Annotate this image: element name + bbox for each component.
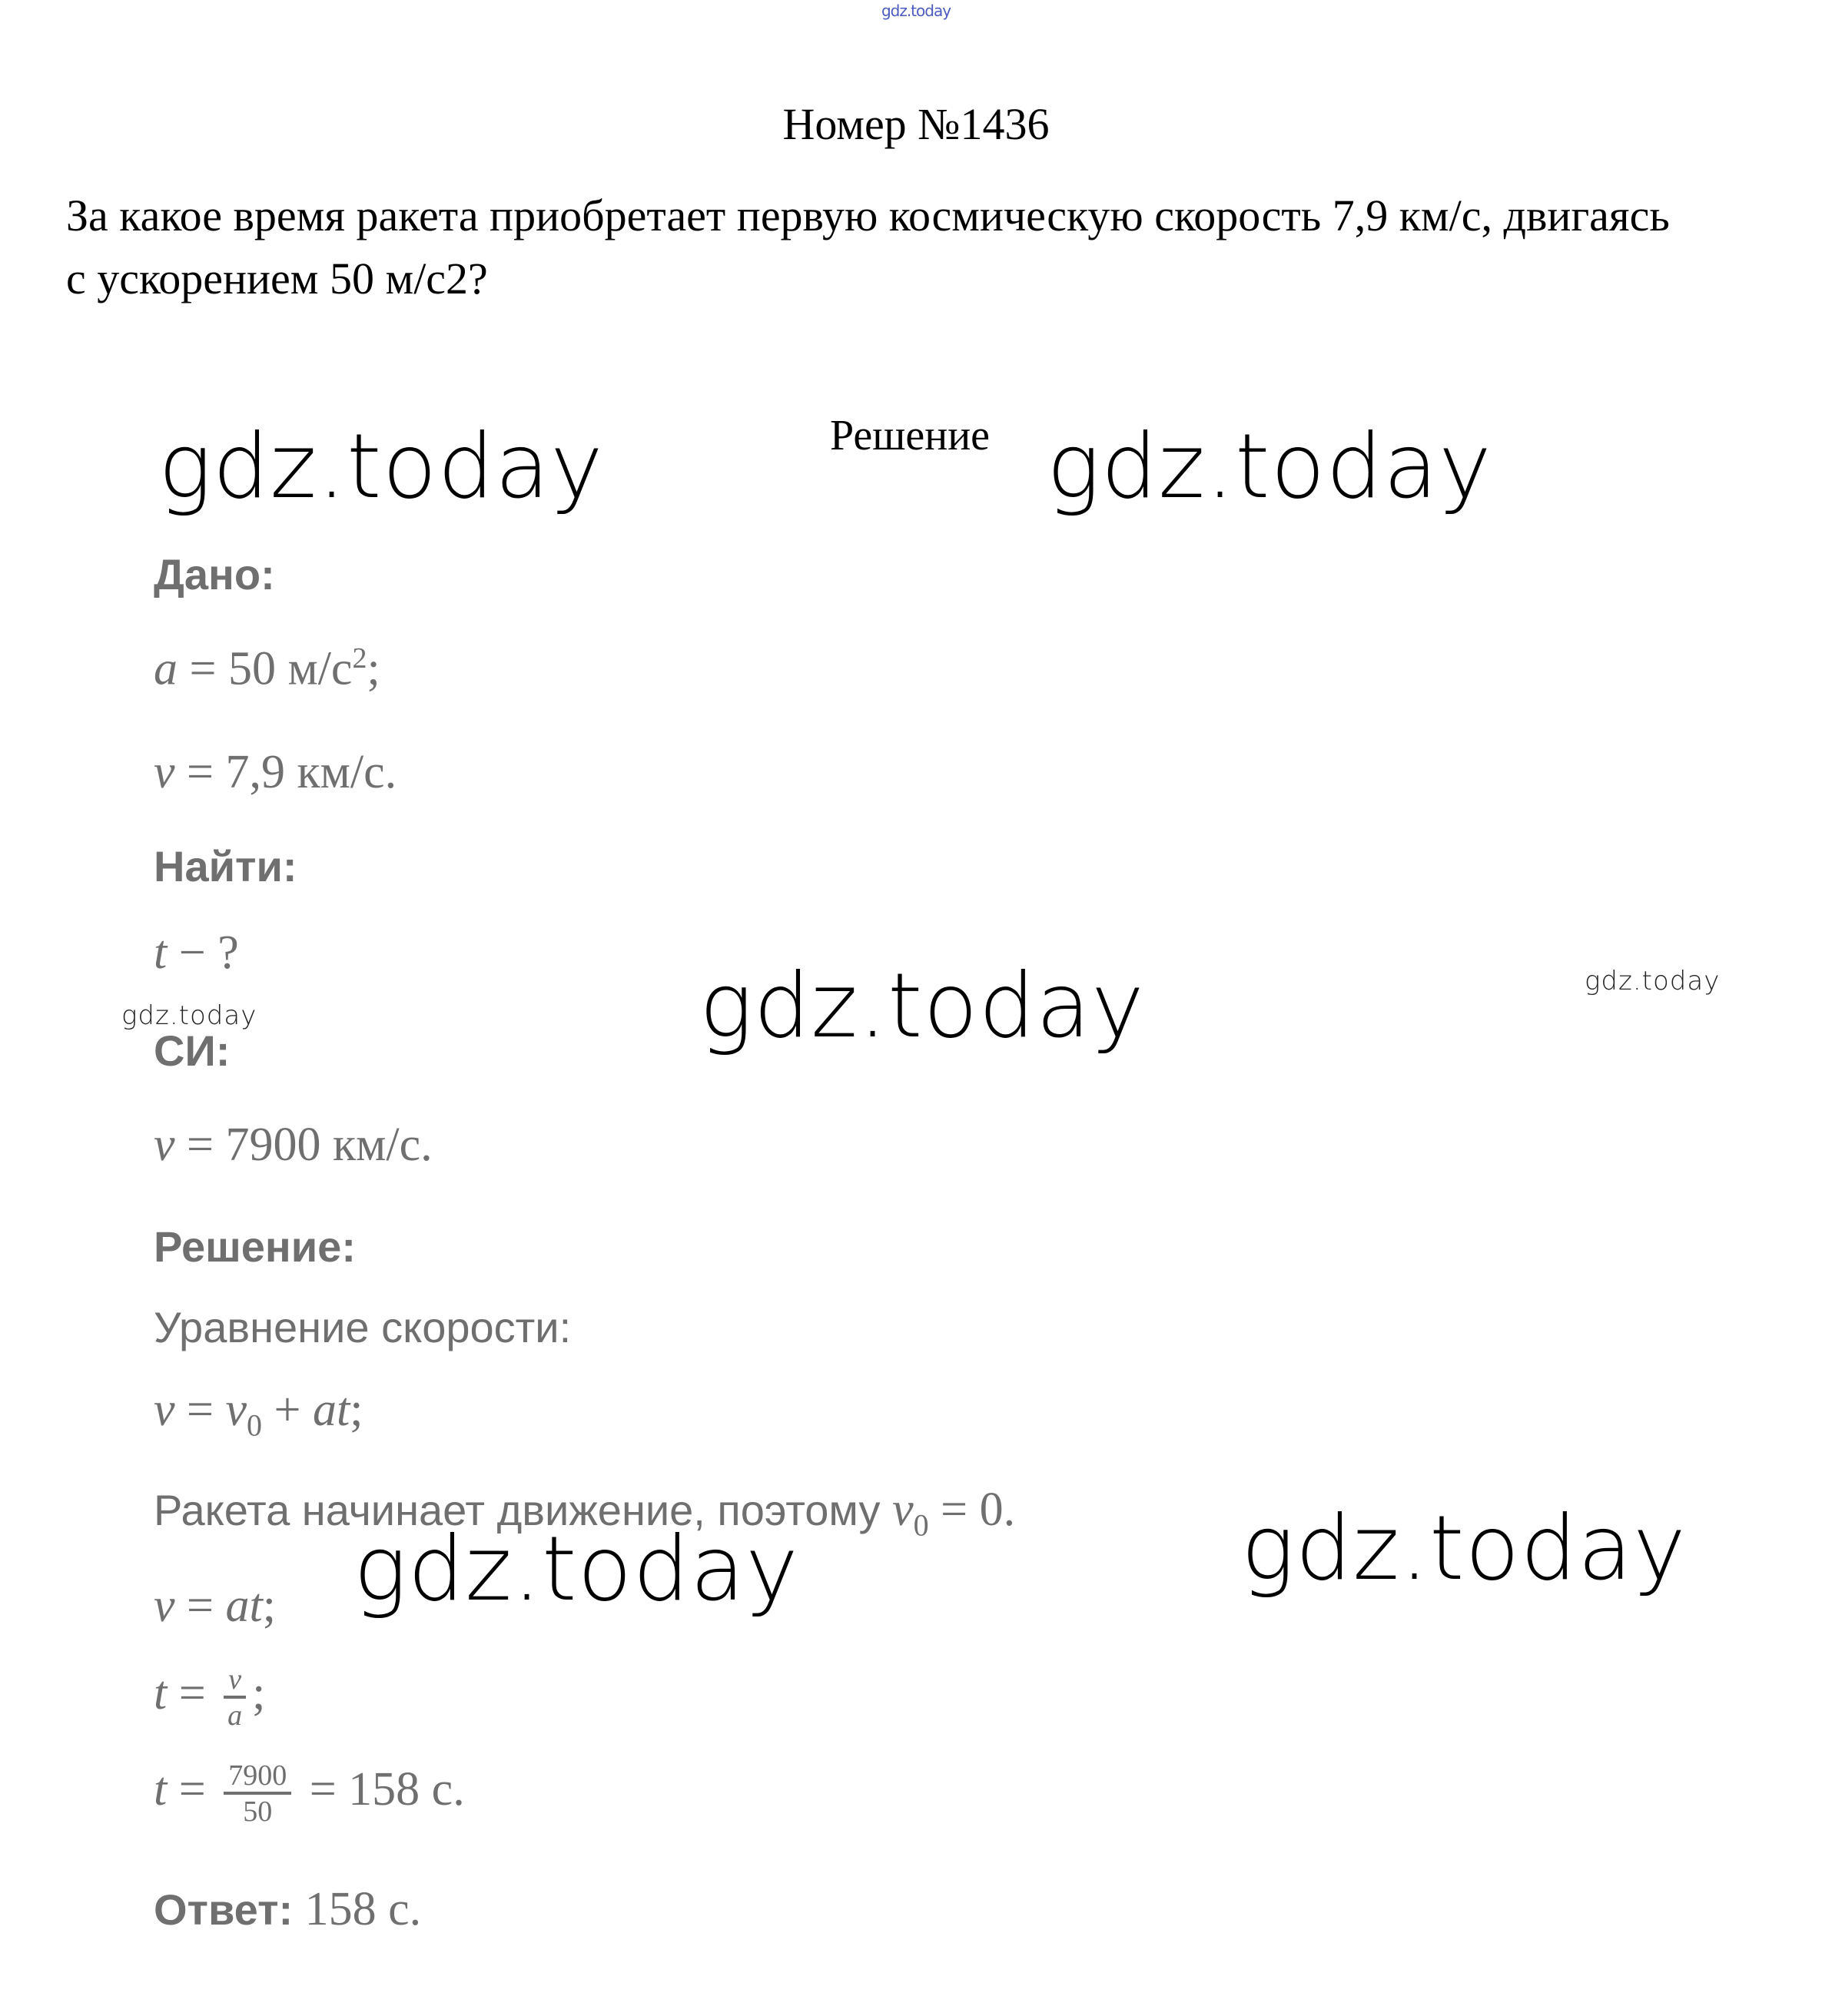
watermark-text: gdz.today [121,1000,257,1031]
fraction: $\frac{7900}{50}$ [224,1759,291,1829]
watermark-logo: gdz.today [1241,1497,1687,1600]
question-line-1: За какое время ракета приобретает первую космическую скорость 7,9 км/с, двигаясь [66,191,1670,240]
top-watermark: gdz.today [881,2,951,20]
rocket-start-text: Ракета начинает движение, поэтому $v_0 = 0$. [154,1484,1016,1543]
answer: Ответ: 158 с. [154,1883,422,1935]
equation-t-fraction: t = $\frac{v}{a}$ ; [154,1663,266,1732]
solution-heading: Решение [830,412,991,459]
si-label: СИ: [154,1026,231,1075]
watermark-logo: gdz.today [158,415,604,519]
equation-t-value: t = $\frac{7900}{50}$ = 158 с. [154,1759,465,1828]
velocity-equation-label: Уравнение скорости: [154,1303,572,1351]
watermark-logo: gdz.today [1047,415,1492,519]
given-label: Дано: [154,550,275,598]
find-time: t − ? [154,927,239,979]
question-text [66,184,1772,310]
watermark-text: gdz.today [1585,966,1721,996]
find-label: Найти: [154,842,297,890]
watermark-logo: gdz.today [353,1517,799,1621]
si-velocity: v = 7900 км/с. [154,1119,433,1171]
fraction: $\frac{v}{a}$ [224,1663,246,1732]
question-line-2: с ускорением 50 м/с2? [66,254,488,303]
given-velocity: v = 7,9 км/с. [154,746,397,798]
equation-v-at: v = at; [154,1580,276,1632]
solution-label: Решение: [154,1222,356,1271]
velocity-equation: $v = v_0$ + at; [154,1384,363,1443]
watermark-logo: gdz.today [699,954,1145,1058]
page-title: Номер №1436 [782,99,1050,149]
given-acceleration: a = 50 $м/с^2$; [154,642,380,695]
